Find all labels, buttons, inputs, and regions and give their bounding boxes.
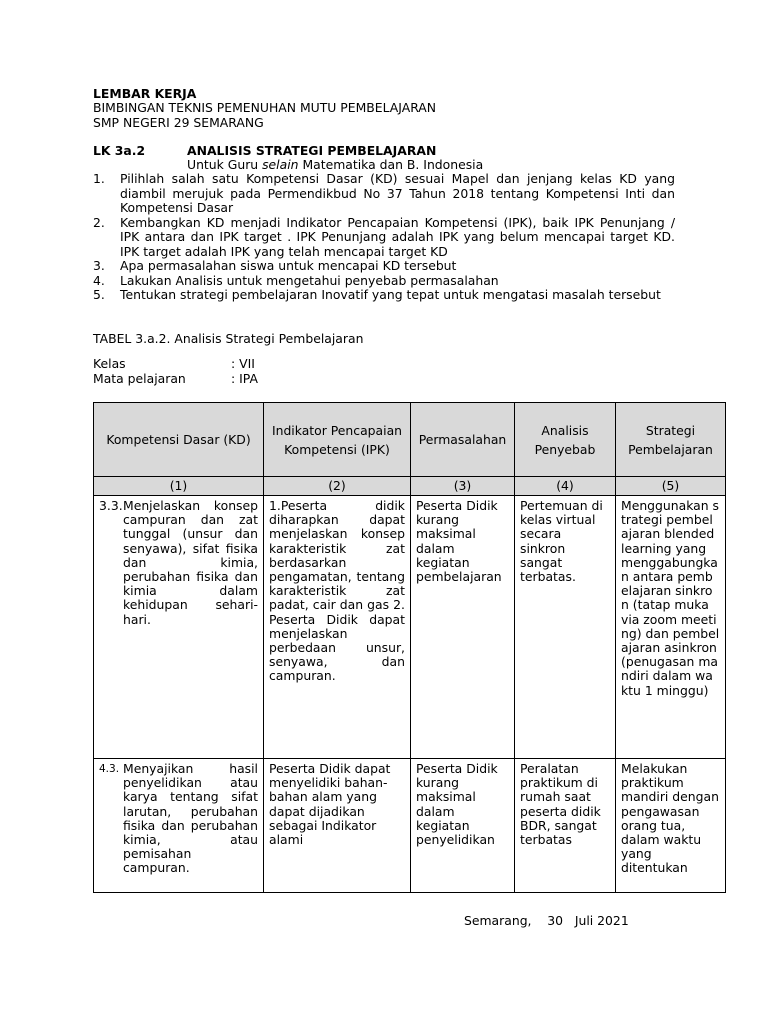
header-permasalahan: Permasalahan [411, 403, 515, 477]
instruction-text: Lakukan Analisis untuk mengetahui penyebab permasalahan [120, 272, 499, 288]
column-number: (2) [264, 477, 411, 496]
table-row [94, 759, 726, 893]
masalah-cell: Peserta Didik kurang maksimal dalam kegiatan pembelajaran [411, 496, 515, 759]
instruction-number: 5. [93, 287, 105, 302]
lk-title: ANALISIS STRATEGI PEMBELAJARAN [187, 143, 437, 158]
kd-text: Menjelaskan konsep campuran dan zat tunggal (unsur dan senyawa), sifat fisika dan kimia, perubahan fisika dan kimia dalam kehidupan sehari-hari. [123, 498, 258, 627]
instruction-number: 4. [93, 272, 105, 288]
column-number: (5) [616, 477, 726, 496]
instruction-number: 1. [93, 171, 105, 186]
header-analisis: Analisis Penyebab [515, 403, 616, 477]
header-kd: Kompetensi Dasar (KD) [94, 403, 264, 477]
kd-number: 3.3. [99, 498, 123, 513]
column-number: (1) [94, 477, 264, 496]
instruction-item [93, 259, 675, 274]
ipk-cell: 1.Peserta didik diharapkan dapat menjelaskan konsep karakteristik zat berdasarkan pengamatan, tentang karakteristik zat padat, cair dan gas 2. Peserta Didik dapat menjelaskan perbedaan unsur, senyawa, dan campuran. [264, 496, 411, 759]
place-date: Semarang, 30 Juli 2021 [464, 913, 629, 928]
mapel-label: Mata pelajaran [93, 371, 186, 386]
strategy-table [93, 402, 726, 893]
header-strategi: Strategi Pembelajaran [616, 403, 726, 477]
instruction-item [93, 216, 675, 260]
kelas-label: Kelas [93, 356, 126, 371]
instruction-text: Apa permasalahan siswa untuk mencapai KD tersebut [120, 258, 457, 273]
instruction-number: 2. [93, 214, 105, 230]
lk-subtitle: Untuk Guru selain Matematika dan B. Indonesia [187, 157, 484, 172]
instruction-text: Kembangkan KD menjadi Indikator Pencapaian Kompetensi (IPK), baik IPK Penunjang / IPK antara dan IPK target . IPK Penunjang adalah IPK yang belum mencapai target KD. IPK target adalah IPK yang telah mencapai target KD [120, 214, 675, 259]
header-ipk: Indikator Pencapaian Kompetensi (IPK) [264, 403, 411, 477]
instruction-list [93, 172, 675, 303]
doc-title: LEMBAR KERJA [93, 86, 197, 101]
strategi-cell: Menggunakan strategi pembelajaran blended learning yang menggabungkan antara pembelajaran sinkron (tatap muka via zoom meeting) dan pembelajaran asinkron (penugasan mandiri dalam waktu 1 minggu) [616, 496, 726, 759]
ipk-cell: Peserta Didik dapat menyelidiki bahan-bahan alam yang dapat dijadikan sebagai Indikator alami [264, 759, 411, 893]
lk-code: LK 3a.2 [93, 143, 146, 158]
instruction-text: Tentukan strategi pembelajaran Inovatif yang tepat untuk mengatasi masalah tersebut [120, 287, 661, 302]
masalah-cell: Peserta Didik kurang maksimal dalam kegiatan penyelidikan [411, 759, 515, 893]
strategi-cell: Melakukan praktikum mandiri dengan pengawasan orang tua, dalam waktu yang ditentukan [616, 759, 726, 893]
instruction-number: 3. [93, 258, 105, 273]
kd-text: Menyajikan hasil penyelidikan atau karya tentang sifat larutan, perubahan fisika dan perubahan kimia, atau pemisahan campuran. [123, 761, 258, 876]
table-number-row [94, 477, 726, 496]
instruction-text: Pilihlah salah satu Kompetensi Dasar (KD) sesuai Mapel dan jenjang kelas KD yang diambil merujuk pada Permendikbud No 37 Tahun 2018 tentang Kompetensi Inti dan Kompetensi Dasar [120, 171, 675, 215]
column-number: (4) [515, 477, 616, 496]
kd-number: 4.3. [99, 763, 120, 775]
analisis-cell: Peralatan praktikum di rumah saat peserta didik BDR, sangat terbatas [515, 759, 616, 893]
instruction-item [93, 288, 675, 303]
table-row [94, 496, 726, 759]
instruction-item [93, 274, 675, 289]
kelas-value: : VII [231, 356, 255, 371]
analisis-cell: Pertemuan di kelas virtual secara sinkron sangat terbatas. [515, 496, 616, 759]
kd-cell [94, 759, 264, 893]
school-name: SMP NEGERI 29 SEMARANG [93, 115, 264, 130]
table-header-row [94, 403, 726, 477]
table-caption: TABEL 3.a.2. Analisis Strategi Pembelajaran [93, 331, 364, 346]
instruction-item [93, 172, 675, 216]
kd-cell [94, 496, 264, 759]
doc-subtitle: BIMBINGAN TEKNIS PEMENUHAN MUTU PEMBELAJARAN [93, 100, 437, 115]
column-number: (3) [411, 477, 515, 496]
mapel-value: : IPA [231, 371, 258, 386]
